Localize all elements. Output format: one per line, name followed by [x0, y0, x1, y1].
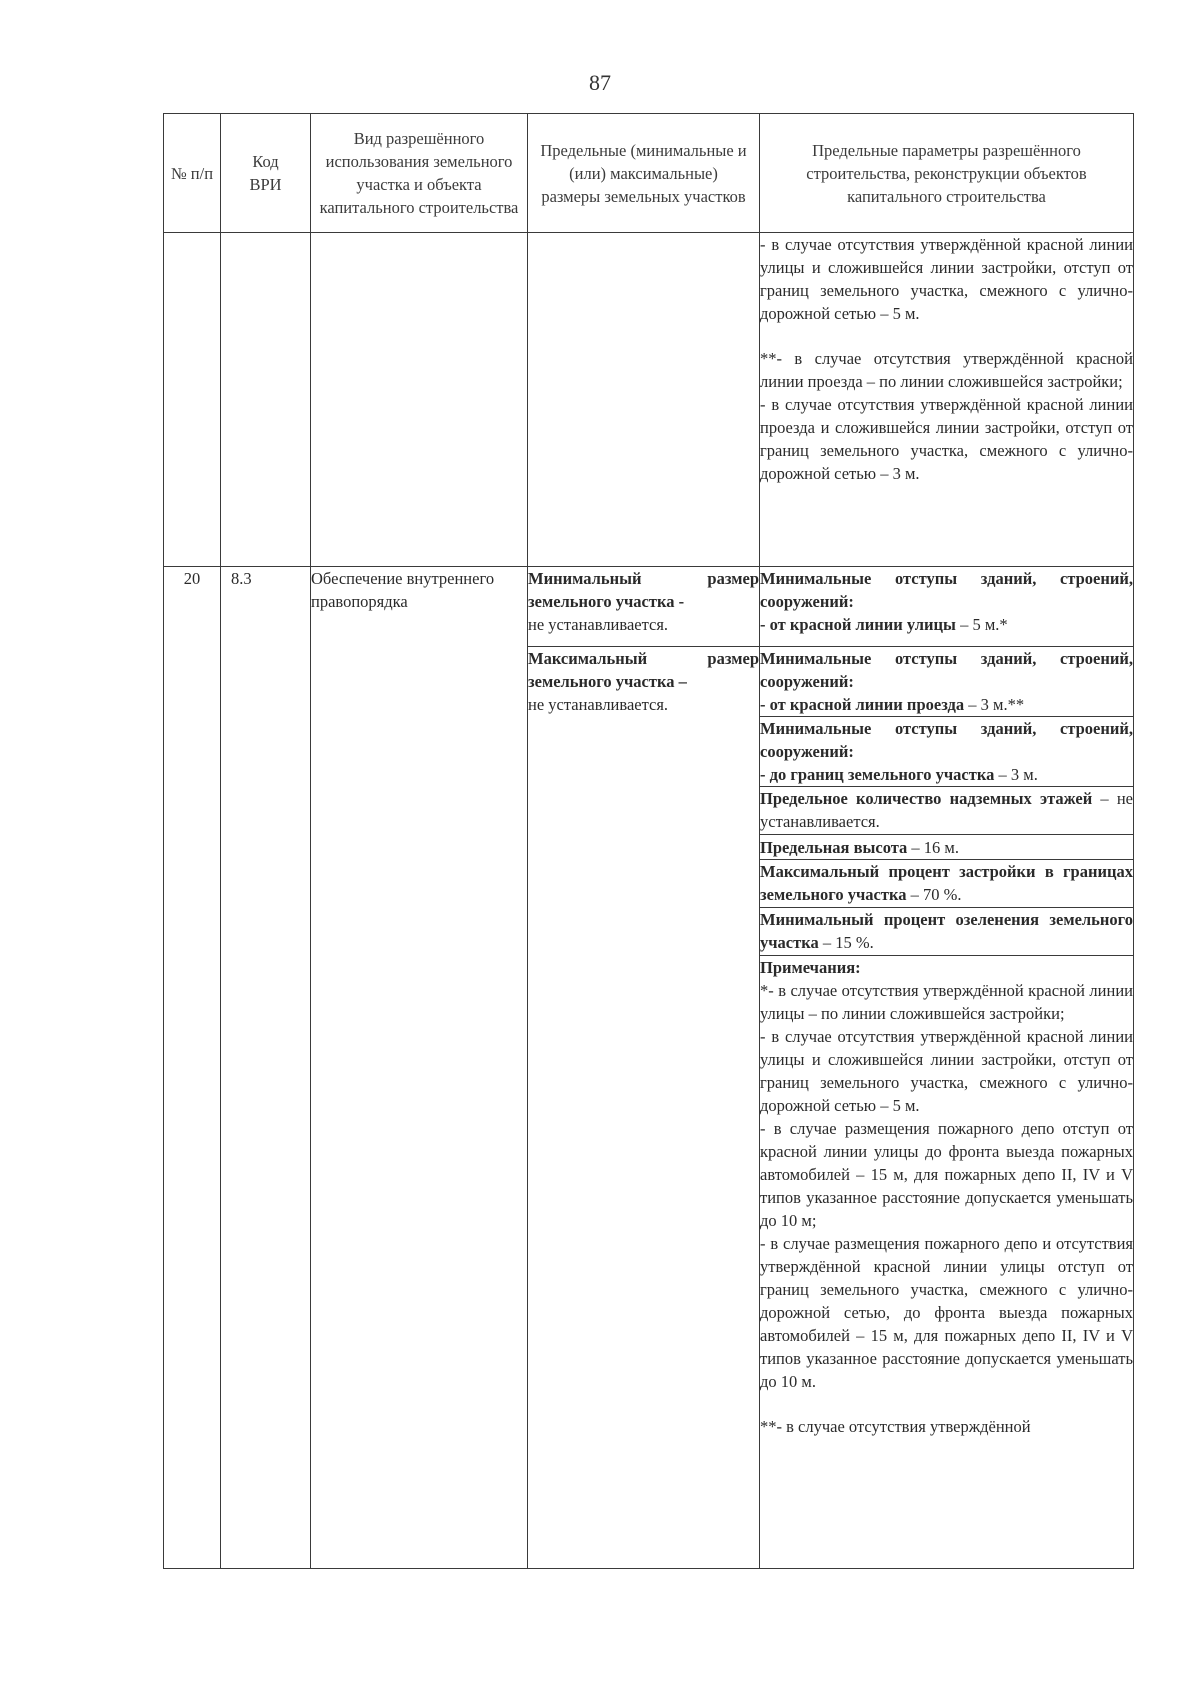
min-plot-size-cell — [528, 567, 760, 647]
header-construction-params: Предельные параметры разрешённого строительства, реконструкции объектов капитального строительства — [760, 114, 1134, 233]
header-number: № п/п — [164, 114, 221, 233]
note-1: *- в случае отсутствия утверждённой красной линии улицы – по линии сложившейся застройки; — [760, 981, 1133, 1023]
page-number: 87 — [589, 70, 611, 95]
param-cell-5: Предельная высота – 16 м. — [760, 835, 1134, 860]
param-cell-6: Максимальный процент застройки в границах земельного участка – 70 %. — [760, 860, 1134, 908]
note-5: **- в случае отсутствия утверждённой — [760, 1417, 1031, 1436]
note-3: - в случае размещения пожарного депо отступ от красной линии улицы до фронта выезда пожарных автомобилей – 15 м, для пожарных депо II, IV и V типов указанное расстояние допускается уменьшать до 10 м; — [760, 1119, 1133, 1230]
param-cell-7: Минимальный процент озеленения земельного участка – 15 %. — [760, 908, 1134, 956]
continuation-note-2a: **- в случае отсутствия утверждённой красной линии проезда – по линии сложившейся застройки; — [760, 349, 1133, 391]
continuation-cell — [760, 233, 1134, 567]
zoning-parameters-table — [163, 113, 1134, 1569]
max-plot-size-value: не устанавливается. — [528, 695, 669, 714]
continuation-note-1: - в случае отсутствия утверждённой красной линии улицы и сложившейся линии застройки, отступ от границ земельного участка, смежного с улично-дорожной сетью – 5 м. — [760, 235, 1133, 323]
row-number: 20 — [164, 567, 221, 1569]
note-4: - в случае размещения пожарного депо и отсутствия утверждённой красной линии улицы отступ от границ земельного участка, смежного с улично-дорожной сетью, до фронта выезда пожарных автомобилей – 15 м, для пожарных депо II, IV и V типов указанное расстояние допускается уменьшать до 10 м. — [760, 1234, 1133, 1391]
header-use-type: Вид разрешённого использования земельного участка и объекта капитального строительства — [311, 114, 528, 233]
header-plot-sizes: Предельные (минимальные и (или) максимальные) размеры земельных участков — [528, 114, 760, 233]
table-header-row — [164, 114, 1134, 233]
notes-title: Примечания: — [760, 958, 861, 977]
table-row-continuation — [164, 233, 1134, 567]
param-cell-3: Минимальные отступы зданий, строений, сооружений: - до границ земельного участка – 3 м. — [760, 717, 1134, 787]
continuation-note-2b: - в случае отсутствия утверждённой красной линии проезда и сложившейся линии застройки, отступ от границ земельного участка, смежного с улично-дорожной сетью – 3 м. — [760, 395, 1133, 483]
param-cell-1: Минимальные отступы зданий, строений, сооружений: - от красной линии улицы – 5 м.* — [760, 567, 1134, 647]
min-plot-size-value: не устанавливается. — [528, 615, 669, 634]
param-cell-2: Минимальные отступы зданий, строений, сооружений: - от красной линии проезда – 3 м.** — [760, 647, 1134, 717]
param-cell-4: Предельное количество надземных этажей – не устанавливается. — [760, 787, 1134, 835]
row-use-name: Обеспечение внутреннего правопорядка — [311, 567, 528, 1569]
note-2: - в случае отсутствия утверждённой красной линии улицы и сложившейся линии застройки, отступ от границ земельного участка, смежного с улично-дорожной сетью – 5 м. — [760, 1027, 1133, 1115]
max-plot-size-cell — [528, 647, 760, 1569]
header-code: Код ВРИ — [221, 114, 311, 233]
table-row-20 — [164, 567, 1134, 647]
row-code: 8.3 — [221, 567, 311, 1569]
notes-cell — [760, 956, 1134, 1569]
min-plot-size-label: Минимальный размер земельного участка - — [528, 569, 759, 611]
max-plot-size-label: Максимальный размер земельного участка – — [528, 649, 759, 691]
